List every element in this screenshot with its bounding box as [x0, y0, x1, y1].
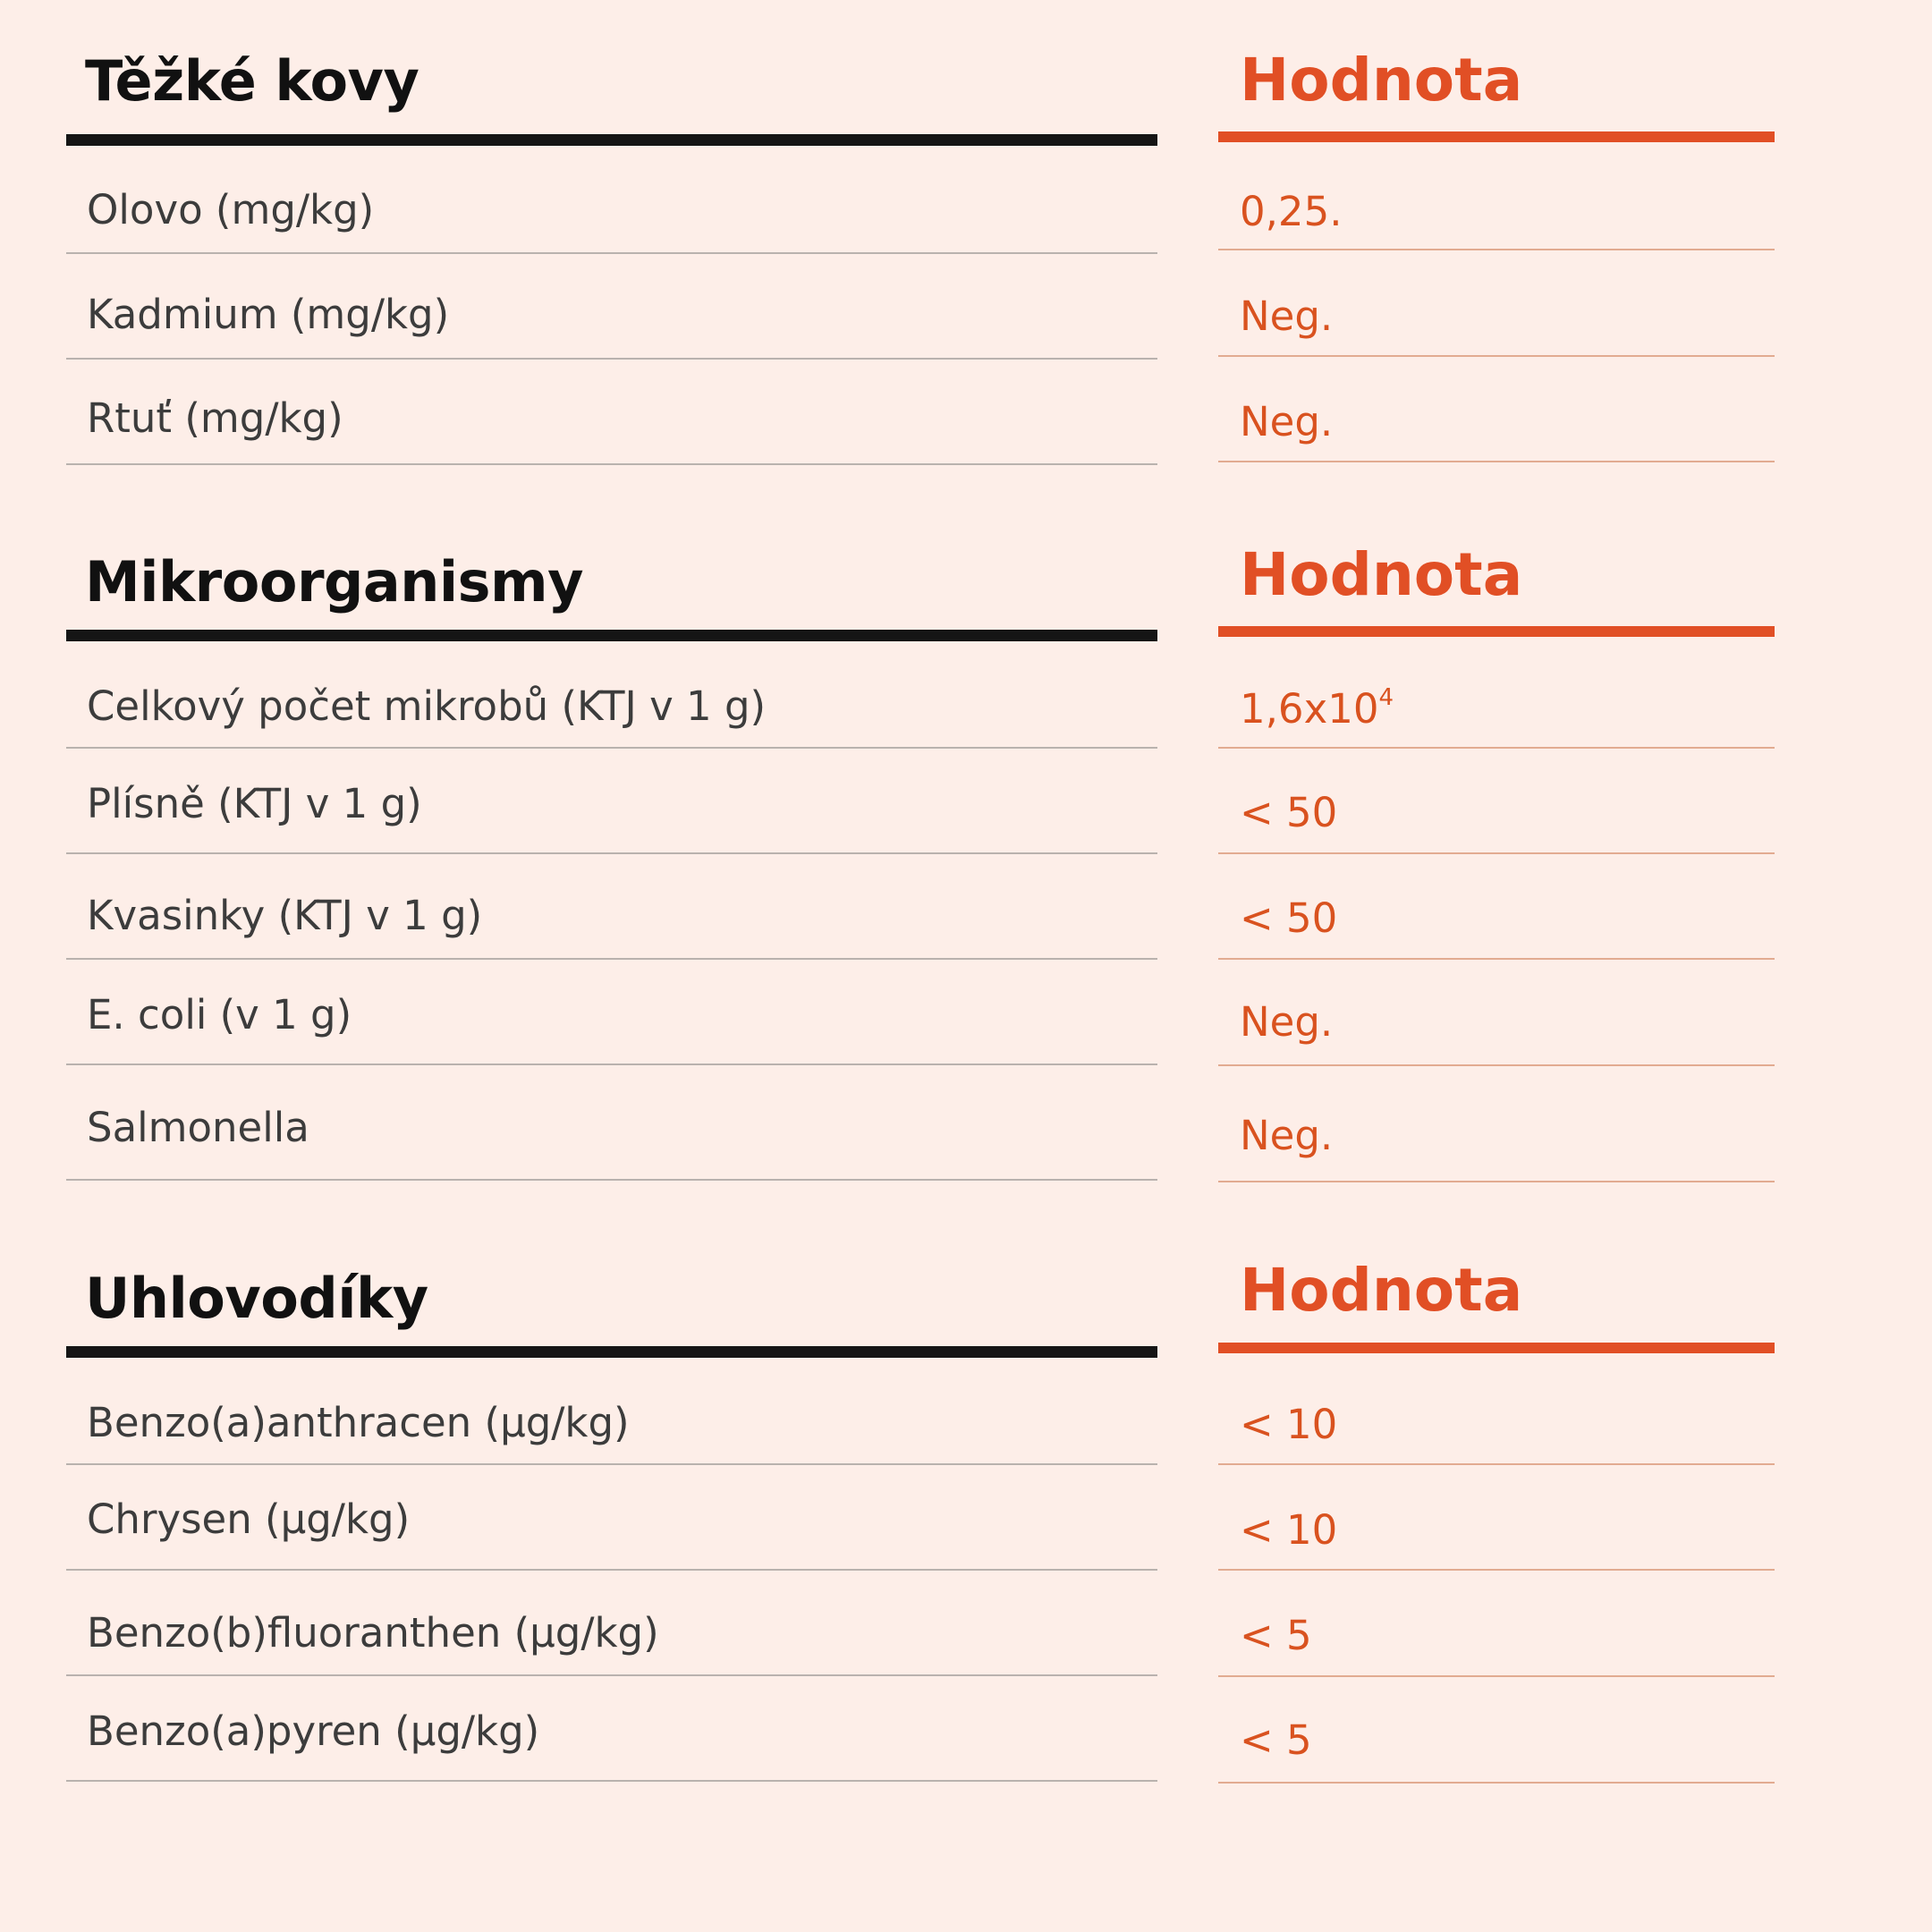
row-label-benzo-a-anthracene: Benzo(a)anthracen (µg/kg)	[87, 1399, 630, 1446]
row-value-yeasts: < 50	[1240, 894, 1338, 942]
row-divider	[1218, 1675, 1775, 1677]
value-divider	[1218, 626, 1775, 637]
row-value-cadmium: Neg.	[1240, 292, 1334, 340]
row-divider	[1218, 355, 1775, 357]
row-label-total-microbes: Celkový počet mikrobů (KTJ v 1 g)	[87, 682, 767, 730]
row-value-e-coli: Neg.	[1240, 998, 1334, 1046]
row-label-benzo-b-fluoranthene: Benzo(b)fluoranthen (µg/kg)	[87, 1609, 659, 1657]
value-divider	[1218, 1343, 1775, 1353]
row-label-molds: Plísně (KTJ v 1 g)	[87, 780, 422, 827]
value-header-heavy-metals: Hodnota	[1240, 46, 1523, 114]
row-value-benzo-a-pyrene: < 5	[1240, 1716, 1312, 1764]
row-label-mercury: Rtuť (mg/kg)	[87, 394, 343, 442]
row-divider	[1218, 958, 1775, 960]
row-divider	[66, 1569, 1157, 1571]
row-divider	[66, 358, 1157, 360]
row-divider	[66, 958, 1157, 960]
row-label-chrysene: Chrysen (µg/kg)	[87, 1496, 411, 1543]
row-value-salmonella: Neg.	[1240, 1112, 1334, 1159]
row-divider	[66, 1063, 1157, 1065]
row-value-lead: 0,25.	[1240, 188, 1343, 235]
row-label-benzo-a-pyrene: Benzo(a)pyren (µg/kg)	[87, 1707, 540, 1755]
row-divider	[66, 1463, 1157, 1465]
section-title-microorganisms: Mikroorganismy	[85, 549, 584, 614]
row-value-molds: < 50	[1240, 789, 1338, 836]
row-divider	[1218, 747, 1775, 749]
row-divider	[1218, 852, 1775, 854]
section-divider	[66, 630, 1157, 641]
row-divider	[66, 1179, 1157, 1181]
row-divider	[1218, 1782, 1775, 1784]
row-divider	[66, 1674, 1157, 1676]
row-divider	[66, 852, 1157, 854]
row-divider	[1218, 1064, 1775, 1066]
row-divider	[1218, 1569, 1775, 1571]
row-value-benzo-b-fluoranthene: < 5	[1240, 1612, 1312, 1659]
row-value-chrysene: < 10	[1240, 1506, 1338, 1554]
section-title-heavy-metals: Těžké kovy	[85, 48, 419, 114]
section-divider	[66, 1346, 1157, 1358]
section-title-hydrocarbons: Uhlovodíky	[85, 1266, 428, 1331]
value-header-microorganisms: Hodnota	[1240, 540, 1523, 609]
row-divider	[66, 747, 1157, 749]
row-divider	[66, 463, 1157, 465]
row-label-yeasts: Kvasinky (KTJ v 1 g)	[87, 892, 483, 939]
row-value-mercury: Neg.	[1240, 398, 1334, 445]
section-divider	[66, 134, 1157, 146]
row-label-e-coli: E. coli (v 1 g)	[87, 991, 352, 1038]
exponent: 4	[1378, 684, 1394, 711]
value-header-hydrocarbons: Hodnota	[1240, 1256, 1523, 1325]
row-divider	[66, 252, 1157, 254]
row-value-total-microbes: $1,6x10^4$	[1240, 684, 1394, 733]
row-label-cadmium: Kadmium (mg/kg)	[87, 291, 450, 338]
row-value-benzo-a-anthracene: < 10	[1240, 1401, 1338, 1448]
row-divider	[1218, 1463, 1775, 1465]
row-divider	[1218, 249, 1775, 250]
row-divider	[1218, 461, 1775, 462]
row-label-salmonella: Salmonella	[87, 1104, 309, 1151]
value-divider	[1218, 131, 1775, 142]
row-divider	[1218, 1181, 1775, 1182]
row-divider	[66, 1780, 1157, 1782]
row-label-lead: Olovo (mg/kg)	[87, 186, 375, 233]
